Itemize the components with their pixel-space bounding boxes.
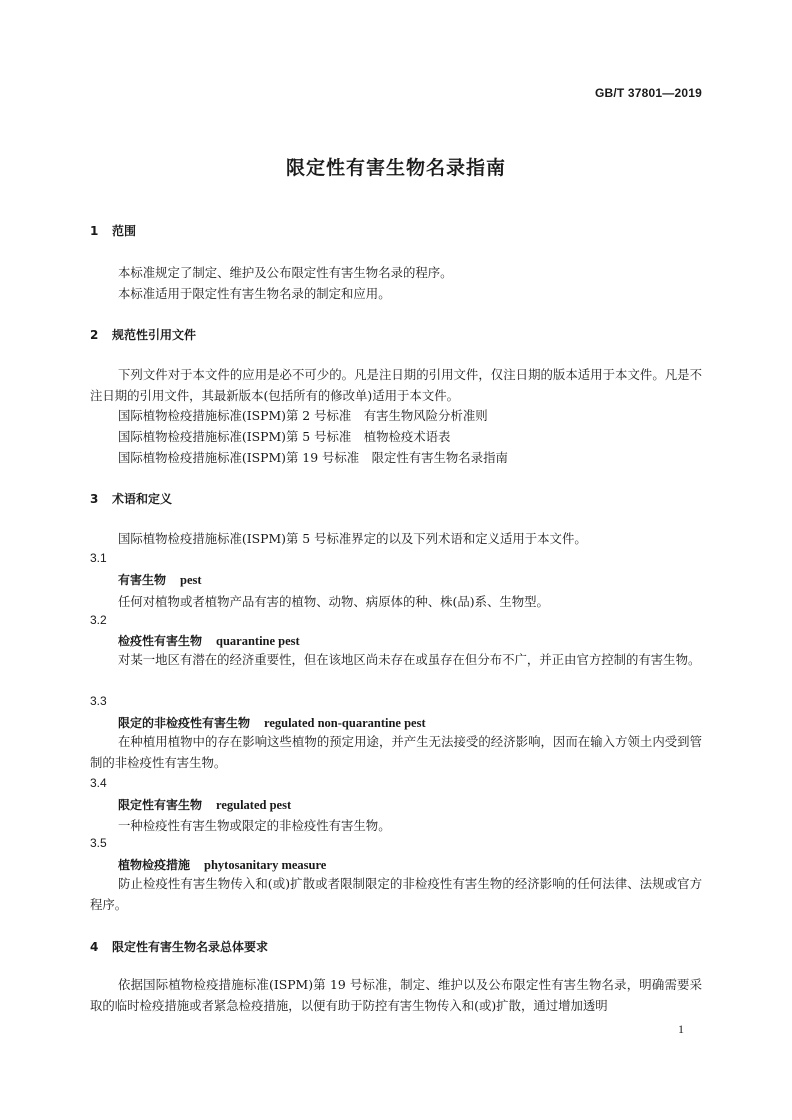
document-title: 限定性有害生物名录指南 xyxy=(285,157,506,179)
section-heading-terms xyxy=(90,490,172,507)
term-entry xyxy=(118,714,426,731)
term-definition: 防止检疫性有害生物传入和(或)扩散或者限制限定的非检疫性有害生物的经济影响的任何法律、法规或官方程序。 xyxy=(90,876,702,912)
scope-paragraph-2: 本标准适用于限定性有害生物名录的制定和应用。 xyxy=(118,286,391,301)
term-chinese: 限定性有害生物 xyxy=(118,798,203,812)
term-english: quarantine pest xyxy=(216,634,300,648)
clause-number: 3.2 xyxy=(90,613,107,627)
term-english: pest xyxy=(180,573,202,587)
term-chinese: 有害生物 xyxy=(118,573,167,587)
section-number: 1 xyxy=(90,224,99,238)
term-definition: 一种检疫性有害生物或限定的非检疫性有害生物。 xyxy=(118,818,391,833)
section-heading-scope xyxy=(90,222,136,239)
term-entry xyxy=(118,632,300,649)
term-chinese: 植物检疫措施 xyxy=(118,858,191,872)
section-title: 规范性引用文件 xyxy=(112,328,197,342)
section-title: 范围 xyxy=(112,224,137,238)
clause-number: 3.3 xyxy=(90,694,107,708)
term-definition: 任何对植物或者植物产品有害的植物、动物、病原体的种、株(品)系、生物型。 xyxy=(118,594,549,609)
terms-intro: 国际植物检疫措施标准(ISPM)第 5 号标准界定的以及下列术语和定义适用于本文件。 xyxy=(118,531,587,546)
section-number: 4 xyxy=(90,940,99,954)
term-english: phytosanitary measure xyxy=(204,858,327,872)
reference-item: 国际植物检疫措施标准(ISPM)第 5 号标准 植物检疫术语表 xyxy=(118,429,451,444)
page-number: 1 xyxy=(678,1022,684,1036)
term-entry xyxy=(118,796,291,813)
section-title: 术语和定义 xyxy=(112,492,173,506)
reference-item: 国际植物检疫措施标准(ISPM)第 19 号标准 限定性有害生物名录指南 xyxy=(118,450,508,465)
clause-number: 3.5 xyxy=(90,836,107,850)
section-heading-general xyxy=(90,938,268,955)
clause-number: 3.4 xyxy=(90,776,107,790)
term-entry xyxy=(118,571,202,588)
term-chinese: 检疫性有害生物 xyxy=(118,634,203,648)
section-number: 3 xyxy=(90,492,99,506)
term-entry xyxy=(118,856,326,873)
scope-paragraph-1: 本标准规定了制定、维护及公布限定性有害生物名录的程序。 xyxy=(118,265,453,280)
standard-code: GB/T 37801—2019 xyxy=(594,86,702,100)
reference-item: 国际植物检疫措施标准(ISPM)第 2 号标准 有害生物风险分析准则 xyxy=(118,408,488,423)
term-english: regulated non-quarantine pest xyxy=(264,716,426,730)
references-intro: 下列文件对于本文件的应用是必不可少的。凡是注日期的引用文件，仅注日期的版本适用于本文件。凡是不注日期的引用文件，其最新版本(包括所有的修改单)适用于本文件。 xyxy=(90,367,702,403)
term-definition: 在种植用植物中的存在影响这些植物的预定用途，并产生无法接受的经济影响，因而在输入方领土内受到管制的非检疫性有害生物。 xyxy=(90,734,702,770)
section-title: 限定性有害生物名录总体要求 xyxy=(112,940,269,954)
term-english: regulated pest xyxy=(216,798,292,812)
general-paragraph: 依据国际植物检疫措施标准(ISPM)第 19 号标准，制定、维护以及公布限定性有害生物名录，明确需要采取的临时检疫措施或者紧急检疫措施，以便有助于防控有害生物传入和(或)扩散，通过增加透明 xyxy=(90,977,702,1013)
term-chinese: 限定的非检疫性有害生物 xyxy=(118,716,251,730)
term-definition: 对某一地区有潜在的经济重要性，但在该地区尚未存在或虽存在但分布不广，并正由官方控制的有害生物。 xyxy=(118,652,701,667)
section-heading-references xyxy=(90,326,196,343)
clause-number: 3.1 xyxy=(90,551,107,565)
section-number: 2 xyxy=(90,328,99,342)
